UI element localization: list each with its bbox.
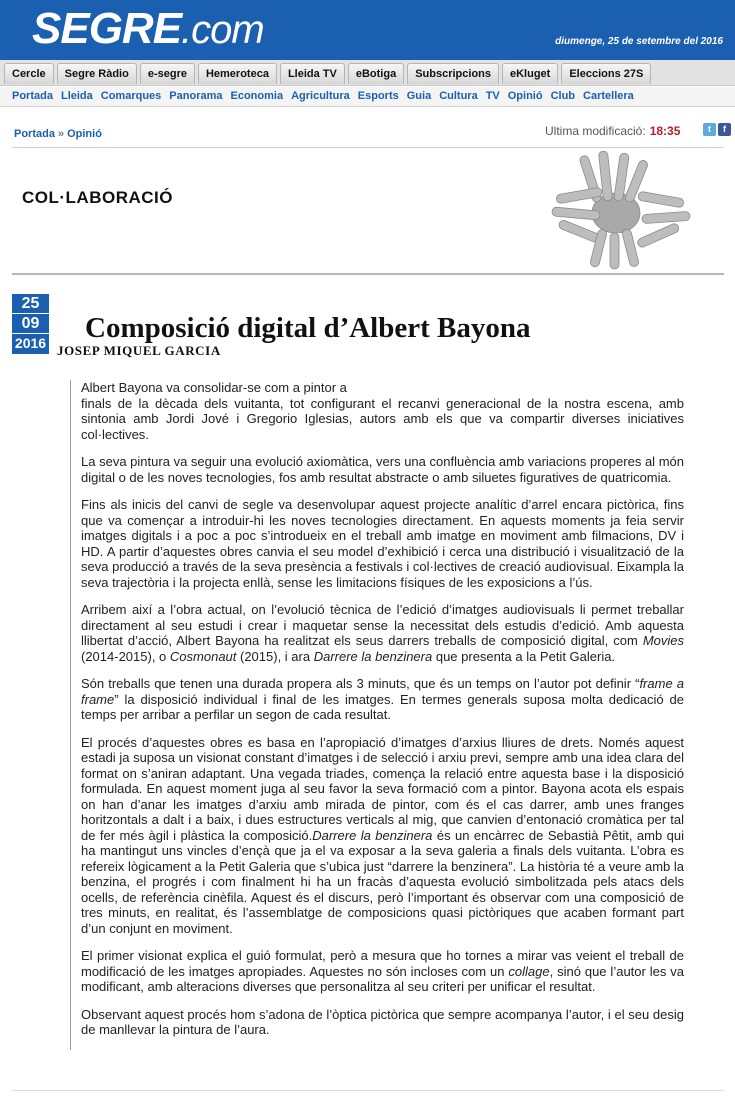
breadcrumb: [14, 128, 102, 140]
section-link-comarques[interactable]: Comarques: [100, 90, 162, 102]
section-link-cartellera[interactable]: Cartellera: [583, 90, 634, 102]
article-paragraph: finals de la dècada dels vuitanta, tot configurant el recanvi generacional de la nostra escena, amb sintonia amb Jordi Jové i Gregorio Iglesias, autors amb els que va compartir diverses iniciatives col·lectives.: [81, 395, 684, 442]
date-badge: [12, 294, 49, 354]
last-modified-label: Ultima modificació:: [545, 124, 646, 138]
tab-segre-radio[interactable]: Segre Ràdio: [57, 63, 137, 84]
facebook-icon[interactable]: f: [718, 123, 731, 136]
section-link-opinio[interactable]: Opinió: [507, 90, 543, 102]
tab-eleccions[interactable]: Eleccions 27S: [561, 63, 651, 84]
article-paragraph: El primer visionat explica el guió formulat, però a mesura que ho tornes a mirar vas veient el treball de modificació de les imatges apropiades. Aquestes no són incloses com un collage, sinó que l’autor les va modificant, amb alteracions diverses que personalitza al seu criteri per unificar el resultat.: [81, 948, 684, 994]
section-link-tv[interactable]: TV: [485, 90, 500, 102]
section-link-esports[interactable]: Esports: [357, 90, 399, 102]
section-link-club[interactable]: Club: [550, 90, 576, 102]
article-paragraph: Observant aquest procés hom s’adona de l’òptica pictòrica que sempre acompanya l’autor, i el seu desig de manllevar la pintura de l’aura.: [81, 1006, 684, 1037]
article-paragraph: Arribem així a l’obra actual, on l’evolució tècnica de l’edició d’imatges audiovisuals li permet treballar directament al seu estudi i crear i maquetar sense la necessitat dels estudis d’edició. Amb aquesta llibertat d’acció, Albert Bayona ha realitzat els seus darrers treballs de composició digital, com Movies (2014-2015), o Cosmonaut (2015), i ara Darrere la benzinera que presenta a la Petit Galeria.: [81, 602, 684, 664]
article-paragraph: La seva pintura va seguir una evolució axiomàtica, vers una confluència amb variacions properes al món digital o de les noves tecnologies, fos amb resultat abstracte o amb siluetes figuratives de quatricomia.: [81, 454, 684, 485]
site-logo[interactable]: SEGRE.com: [32, 4, 264, 53]
section-link-panorama[interactable]: Panorama: [169, 90, 223, 102]
last-modified-time: 18:35: [649, 124, 681, 138]
tab-e-segre[interactable]: e-segre: [140, 63, 195, 84]
last-modified: [545, 124, 680, 138]
article-paragraph: Fins als inicis del canvi de segle va desenvolupar aquest projecte analític d’arrel encara pictòrica, fins que va començar a introduir-hi les noves tecnologies directament. En aquests moments ja feia servir imatges digitals i a poc a poc s’introdueix en el treball amb imatge en moviment amb filmacions, DV i HD. A partir d’aquestes obres canvia el seu model d’exhibició i cerca una distribució i visualització de la seva producció a través de la seva presència a festivals i col·lectives de creació audiovisual. Eixampla la seva trajectòria i la projecta enllà, sense les limitacions físiques de les exposicions a l’ús.: [81, 497, 684, 590]
sections-navigation: [0, 87, 735, 107]
twitter-icon[interactable]: t: [703, 123, 716, 136]
divider-top: [12, 147, 724, 148]
top-navigation: [0, 60, 735, 86]
tab-ebotiga[interactable]: eBotiga: [348, 63, 404, 84]
current-date: diumenge, 25 de setembre del 2016: [555, 36, 723, 47]
section-title: COL·LABORACIÓ: [22, 188, 173, 207]
date-badge-day: 25: [21, 295, 40, 312]
article-paragraph: Albert Bayona va consolidar-se com a pintor a: [81, 380, 347, 395]
divider-bottom: [12, 1090, 724, 1091]
article-author: JOSEP MIQUEL GARCIA: [57, 343, 221, 358]
article-body: [70, 380, 684, 1050]
tab-cercle[interactable]: Cercle: [4, 63, 54, 84]
section-link-agricultura[interactable]: Agricultura: [291, 90, 350, 102]
article-paragraph: Són treballs que tenen una durada propera als 3 minuts, que és un temps on l’autor pot definir “frame a frame” la disposició individual i final de les imatges. En termes generals suposa molta dedicació de temps per arribar a perfilar un segon de cada resultat.: [81, 676, 684, 722]
site-header: [0, 0, 735, 60]
tab-ekluget[interactable]: eKluget: [502, 63, 558, 84]
hands-illustration: [546, 151, 696, 271]
section-link-guia[interactable]: Guia: [406, 90, 432, 102]
tab-lleida-tv[interactable]: Lleida TV: [280, 63, 345, 84]
section-link-lleida[interactable]: Lleida: [60, 90, 93, 102]
breadcrumb-separator: »: [57, 128, 65, 140]
article-title: Composició digital d’Albert Bayona: [85, 312, 531, 344]
section-link-economia[interactable]: Economia: [230, 90, 284, 102]
divider-header: [12, 273, 724, 275]
breadcrumb-current[interactable]: Opinió: [67, 128, 102, 140]
tab-subscripcions[interactable]: Subscripcions: [407, 63, 499, 84]
section-link-cultura[interactable]: Cultura: [439, 90, 478, 102]
tab-hemeroteca[interactable]: Hemeroteca: [198, 63, 277, 84]
breadcrumb-home[interactable]: Portada: [14, 128, 55, 140]
date-badge-year: 2016: [14, 335, 47, 351]
section-link-portada[interactable]: Portada: [12, 90, 53, 102]
article-paragraph: El procés d’aquestes obres es basa en l’apropiació d’imatges d’arxius lliures de drets. Només aquest estadi ja suposa un visionat constant d’imatges i de selecció i arxiu previ, sempre amb una idea clara del format on s’aniran adaptant. Una vegada triades, comença la relació entre aquesta base i la disposició formulada. En aquest moment juga al seu favor la seva formació com a pintor. Bayona acota els espais on han d’anar les imatges d’arxiu amb mirada de pintor, com és el cas darrer, amb unes franges horitzontals a dalt i a baix, i dues estructures verticals al mig, que canvien d’entonació cromàtica per tal de fer més àgil i plàstica la composició.Darrere la benzinera és un encàrrec de Sebastià Pêtit, amb qui ha mantingut uns vincles d’ençà que ja el va exposar a la seva galeria a finals dels vuitanta. L’obra es refereix lògicament a la Petit Galeria que s’ubica just “darrere la benzinera”. La història té a veure amb la benzina, el progrés i com finalment hi ha un fracàs d’aquesta evolució simbolitzada pels atacs dels ocells, de referència cinèfila. Aquest és el discurs, però l’important és observar com una composició de tres minuts, en realitat, és l’assemblatge de composicions quasi pictòriques que acaben formant part d’un conjunt en moviment.: [81, 734, 684, 936]
date-badge-month: 09: [12, 313, 49, 334]
social-links: [703, 123, 731, 136]
